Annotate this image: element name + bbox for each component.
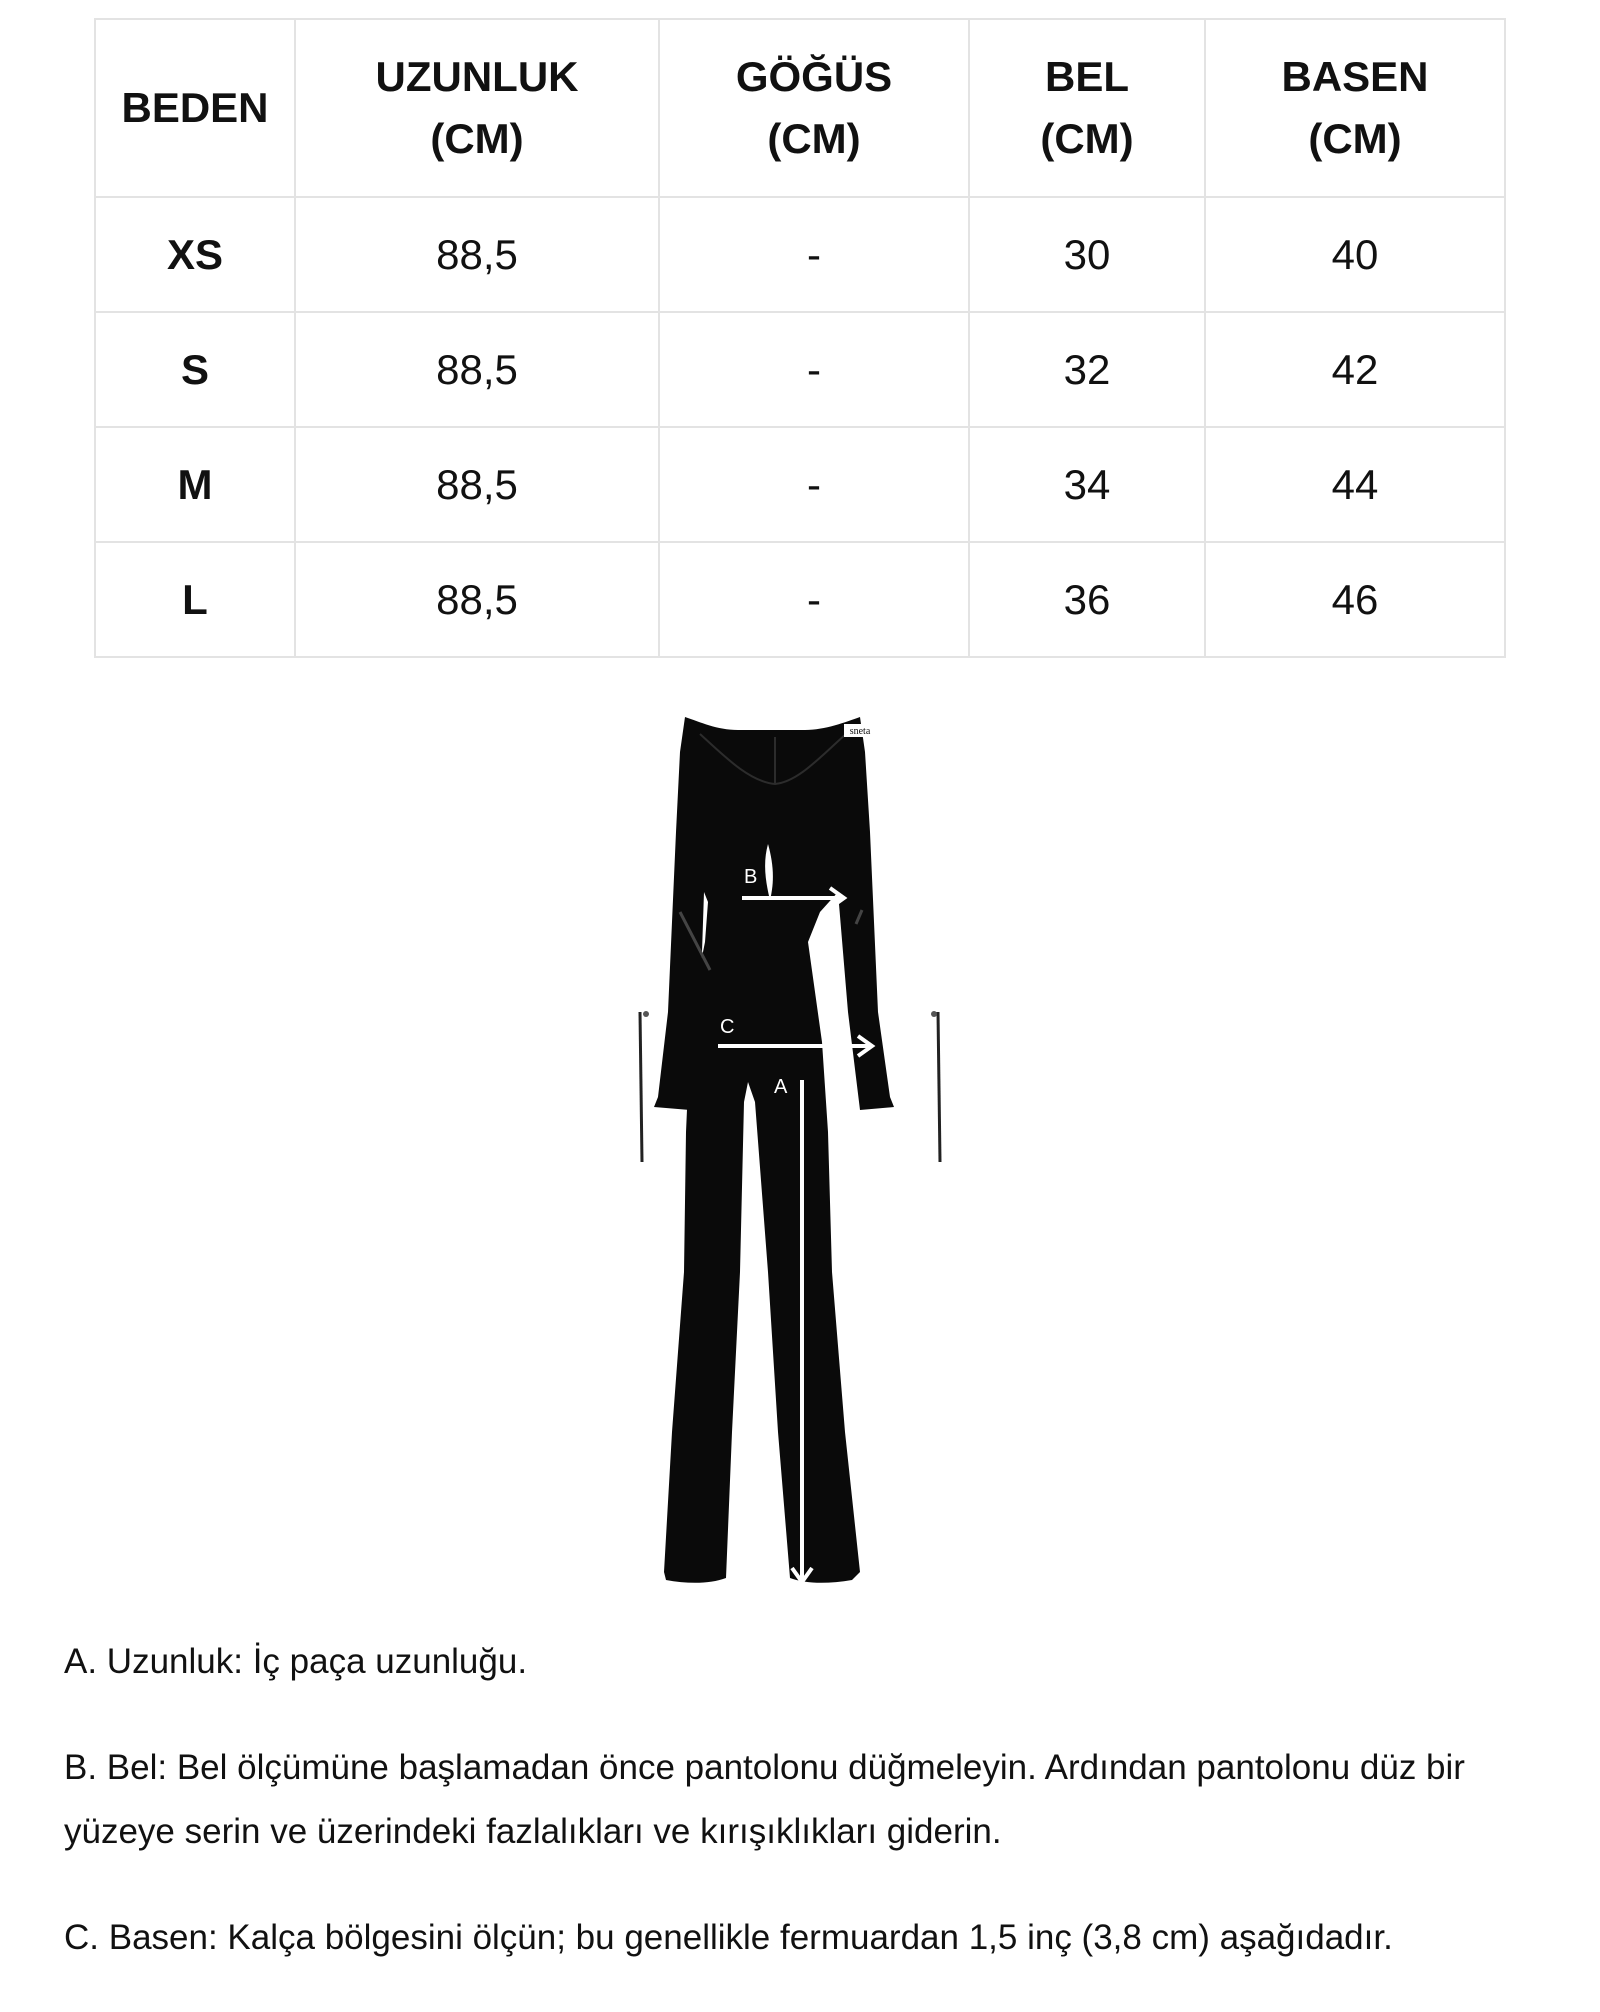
length-cell: 88,5 — [295, 427, 659, 542]
label-b: B — [744, 866, 758, 888]
header-waist: BEL (CM) — [969, 19, 1205, 197]
header-chest: GÖĞÜS (CM) — [659, 19, 969, 197]
jumpsuit-illustration — [620, 712, 980, 1602]
hip-cell: 42 — [1205, 312, 1505, 427]
sleeve-tie-left — [640, 1012, 642, 1162]
note-hip-text: C. Basen: Kalça bölgesini ölçün; bu genellikle fermuardan 1,5 inç (3,8 cm) aşağıdadır. — [64, 1918, 1393, 1957]
table-row — [95, 312, 1505, 427]
note-waist-text: B. Bel: Bel ölçümüne başlamadan önce pantolonu düğmeleyin. Ardından pantolonu düz bir yüzeye serin ve üzerindeki fazlalıkları ve kırışıklıkları giderin. — [64, 1748, 1465, 1851]
measurement-notes — [64, 1630, 1564, 2012]
length-cell: 88,5 — [295, 542, 659, 657]
note-hip — [64, 1906, 1564, 1970]
table-row — [95, 542, 1505, 657]
jumpsuit-svg — [620, 712, 980, 1602]
waist-cell: 36 — [969, 542, 1205, 657]
waist-cell: 32 — [969, 312, 1205, 427]
hip-cell: 46 — [1205, 542, 1505, 657]
chest-cell: - — [659, 312, 969, 427]
hip-cell: 40 — [1205, 197, 1505, 312]
length-cell: 88,5 — [295, 197, 659, 312]
note-length — [64, 1630, 1564, 1694]
brand-tag-text: sneta — [849, 726, 871, 737]
header-size: BEDEN — [95, 19, 295, 197]
sleeve-tie-right — [938, 1012, 940, 1162]
hip-cell: 44 — [1205, 427, 1505, 542]
length-cell: 88,5 — [295, 312, 659, 427]
note-waist — [64, 1736, 1564, 1864]
size-cell: M — [95, 427, 295, 542]
label-c: C — [720, 1016, 735, 1038]
cuff-bead — [931, 1011, 937, 1017]
jumpsuit-silhouette — [654, 717, 894, 1583]
cuff-bead — [643, 1011, 649, 1017]
header-length: UZUNLUK (CM) — [295, 19, 659, 197]
table-header-row — [95, 19, 1505, 197]
size-cell: XS — [95, 197, 295, 312]
note-length-text: A. Uzunluk: İç paça uzunluğu. — [64, 1642, 528, 1681]
waist-cell: 34 — [969, 427, 1205, 542]
label-a: A — [774, 1076, 788, 1098]
size-cell: S — [95, 312, 295, 427]
chest-cell: - — [659, 427, 969, 542]
size-cell: L — [95, 542, 295, 657]
chest-cell: - — [659, 542, 969, 657]
table-row — [95, 427, 1505, 542]
header-hip: BASEN (CM) — [1205, 19, 1505, 197]
size-chart-table — [94, 18, 1506, 658]
chest-cell: - — [659, 197, 969, 312]
table-row — [95, 197, 1505, 312]
waist-cell: 30 — [969, 197, 1205, 312]
